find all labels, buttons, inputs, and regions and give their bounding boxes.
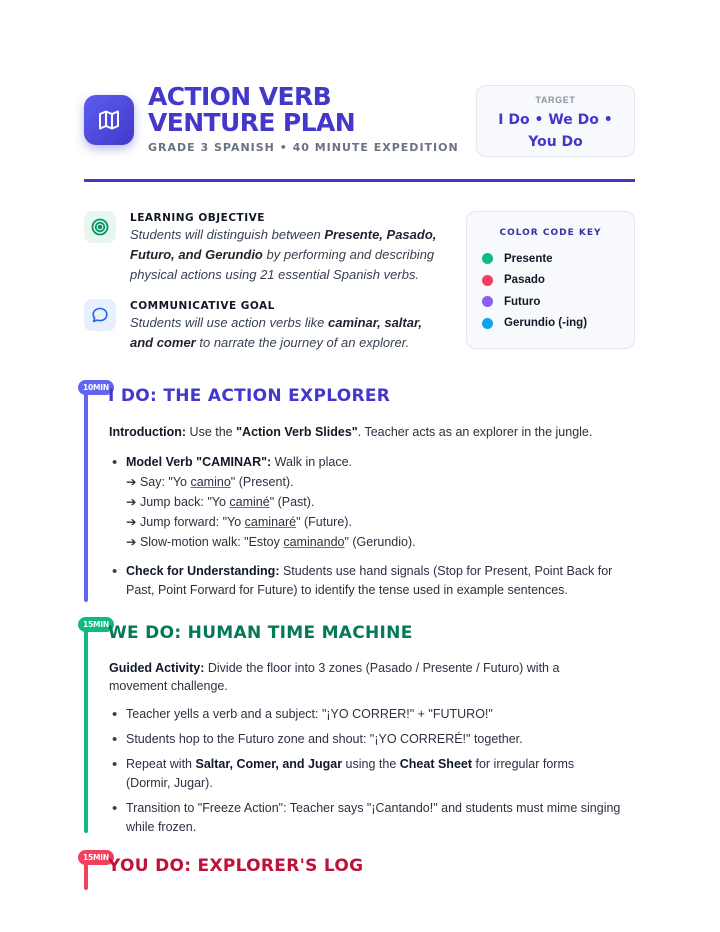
- list-item: [109, 453, 639, 552]
- duration-badge: 15MIN: [78, 617, 114, 632]
- key-label: Gerundio (-ing): [504, 317, 588, 330]
- duration-badge: 10MIN: [78, 380, 114, 395]
- bullet-text-b: using the: [342, 757, 400, 771]
- communicative-goal-heading: COMMUNICATIVE GOAL: [130, 300, 275, 312]
- bullet-bold: Saltar, Comer, and Jugar: [195, 757, 343, 771]
- color-key-list: [467, 248, 634, 334]
- example-post: " (Present).: [230, 475, 294, 489]
- bullet-text-c: for irregular forms (Dormir, Jugar).: [126, 757, 575, 790]
- bullet-list: [109, 453, 639, 600]
- color-code-key: [466, 211, 635, 349]
- bullet-list: [109, 705, 639, 837]
- list-item: • Transition to "Freeze Action": Teacher says "¡Cantando!" and students must mime singing while frozen.: [109, 799, 639, 837]
- key-label: Futuro: [504, 295, 541, 308]
- example-post: " (Gerundio).: [344, 535, 416, 549]
- duration-badge: 15MIN: [78, 850, 114, 865]
- key-item-gerundio: [482, 313, 634, 335]
- verb-form: camino: [190, 475, 231, 489]
- gerundio-dot-icon: [482, 318, 493, 329]
- intro-bold: "Action Verb Slides": [236, 425, 358, 439]
- example-pre: ➔ Slow-motion walk: "Estoy: [126, 535, 284, 549]
- communicative-text-bold: caminar, saltar, and comer: [130, 315, 422, 350]
- communicative-text-b: to narrate the journey of an explorer.: [195, 335, 410, 350]
- example-line: [126, 512, 639, 532]
- learning-text-a: Students will distinguish between: [130, 227, 325, 242]
- intro-label: Guided Activity:: [109, 661, 205, 675]
- key-label: Presente: [504, 252, 553, 265]
- chat-icon-box: [84, 299, 116, 331]
- page-title: [148, 84, 448, 136]
- intro-text: Divide the floor into 3 zones (Pasado / Presente / Futuro) with a movement challenge.: [109, 661, 560, 693]
- example-line: [126, 532, 639, 552]
- intro-paragraph: [109, 659, 589, 695]
- key-label: Pasado: [504, 274, 545, 287]
- target-icon: [91, 218, 109, 236]
- presente-dot-icon: [482, 253, 493, 264]
- pasado-dot-icon: [482, 275, 493, 286]
- example-post: " (Past).: [269, 495, 315, 509]
- bullet-label: Check for Understanding:: [126, 564, 280, 578]
- verb-form: caminé: [229, 495, 270, 509]
- list-item: [109, 562, 639, 600]
- example-pre: ➔ Say: "Yo: [126, 475, 191, 489]
- header-divider: [84, 179, 635, 182]
- learning-objective-heading: LEARNING OBJECTIVE: [130, 212, 265, 224]
- communicative-goal-text: [130, 313, 440, 353]
- list-item: • Students hop to the Futuro zone and shout: "¡YO CORRERÉ!" together.: [109, 730, 639, 749]
- intro-text-b: . Teacher acts as an explorer in the jungle.: [357, 425, 593, 439]
- example-pre: ➔ Jump forward: "Yo: [126, 515, 245, 529]
- bullet-text: Walk in place.: [271, 455, 353, 469]
- futuro-dot-icon: [482, 296, 493, 307]
- title-line-1: ACTION VERB: [148, 82, 332, 111]
- example-pre: ➔ Jump back: "Yo: [126, 495, 230, 509]
- intro-paragraph: [109, 423, 639, 441]
- example-line: [126, 492, 639, 512]
- title-line-2: VENTURE PLAN: [148, 108, 356, 137]
- bullet-text-a: Repeat with: [126, 757, 196, 771]
- target-label: TARGET: [535, 95, 576, 105]
- list-item: • Teacher yells a verb and a subject: "¡YO CORRER!" + "FUTURO!": [109, 705, 639, 724]
- chat-bubble-icon: [91, 306, 109, 324]
- example-post: " (Future).: [296, 515, 352, 529]
- learning-text-b: by performing and describing physical actions using 21 essential Spanish verbs.: [130, 247, 435, 282]
- map-icon: [97, 108, 121, 132]
- learning-objective-text: [130, 225, 450, 285]
- section-title: YOU DO: EXPLORER'S LOG: [108, 856, 364, 876]
- section-body: [109, 423, 639, 608]
- section-title: I DO: THE ACTION EXPLORER: [108, 386, 391, 406]
- section-title: WE DO: HUMAN TIME MACHINE: [108, 623, 413, 643]
- key-item-presente: [482, 248, 634, 270]
- bullet-label: Model Verb "CAMINAR":: [126, 455, 272, 469]
- timeline-bar: [84, 623, 88, 833]
- list-item: [109, 755, 619, 793]
- key-item-futuro: [482, 291, 634, 313]
- learning-text-bold: Presente, Pasado, Futuro, and Gerundio: [130, 227, 437, 262]
- color-key-title: COLOR CODE KEY: [499, 228, 602, 238]
- timeline-bar: [84, 386, 88, 602]
- target-icon-box: [84, 211, 116, 243]
- key-item-pasado: [482, 270, 634, 292]
- logo-badge: [84, 95, 134, 145]
- target-value: I Do • We Do • You Do: [498, 112, 613, 150]
- intro-label: Introduction:: [109, 425, 187, 439]
- example-line: [126, 472, 639, 492]
- communicative-text-a: Students will use action verbs like: [130, 315, 328, 330]
- section-body: [109, 659, 639, 845]
- verb-form: caminaré: [244, 515, 297, 529]
- intro-text-a: Use the: [186, 425, 237, 439]
- verb-form: caminando: [283, 535, 345, 549]
- bullet-text: Students use hand signals (Stop for Present, Point Back for Past, Point Forward for Future) to identify the tense used in example sentences.: [126, 564, 613, 597]
- target-card: [476, 85, 635, 157]
- cheat-sheet-bold: Cheat Sheet: [399, 757, 473, 771]
- page-subtitle: GRADE 3 SPANISH • 40 MINUTE EXPEDITION: [148, 141, 459, 154]
